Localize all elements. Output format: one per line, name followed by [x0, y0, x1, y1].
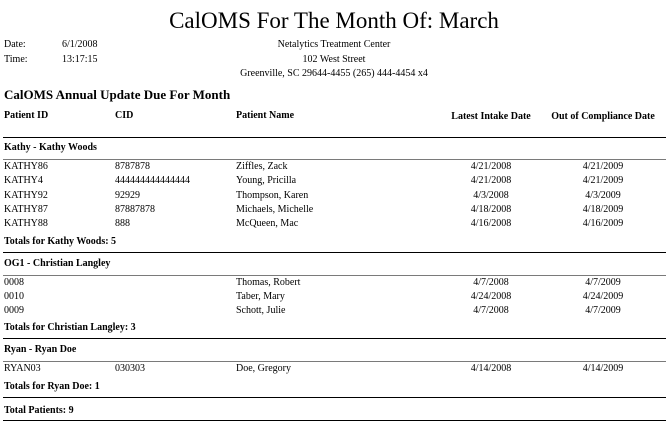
col-cid: CID	[115, 110, 134, 121]
cell-patient-id: KATHY92	[4, 189, 48, 201]
cell-patient-id: KATHY86	[4, 161, 48, 172]
cell-latest-intake-date: 4/21/2008	[470, 161, 512, 172]
group-header: Ryan - Ryan Doe	[4, 344, 77, 356]
cell-patient-id: KATHY88	[4, 218, 48, 230]
cell-patient-id: 0010	[4, 290, 24, 302]
cell-out-of-compliance-date: 4/18/2009	[582, 203, 624, 215]
cell-patient-name: Taber, Mary	[236, 290, 285, 302]
group-header: OG1 - Christian Langley	[4, 257, 111, 269]
group-rule	[3, 275, 666, 276]
cell-patient-name: Young, Pricilla	[236, 175, 297, 187]
group-header: Kathy - Kathy Woods	[4, 142, 97, 153]
cell-latest-intake-date: 4/7/2008	[473, 276, 509, 288]
cell-latest-intake-date: 4/18/2008	[470, 203, 512, 215]
cell-out-of-compliance-date: 4/21/2009	[582, 175, 624, 187]
org-street: 102 West Street	[302, 54, 366, 65]
cell-out-of-compliance-date: 4/24/2009	[582, 290, 624, 302]
group-total-rule	[3, 338, 666, 339]
group-total-rule	[3, 397, 666, 398]
cell-out-of-compliance-date: 4/16/2009	[582, 218, 624, 230]
cell-cid: 87887878	[115, 203, 155, 215]
group-rule	[3, 361, 666, 362]
time-value: 13:17:15	[62, 54, 98, 65]
cell-patient-name: Thomas, Robert	[236, 276, 301, 288]
org-name: Netalytics Treatment Center	[277, 39, 391, 50]
col-patient-id: Patient ID	[4, 110, 49, 121]
cell-patient-name: Schott, Julie	[236, 305, 286, 317]
section-title: CalOMS Annual Update Due For Month	[4, 87, 231, 102]
cell-latest-intake-date: 4/16/2008	[470, 218, 512, 230]
cell-patient-id: 0008	[4, 276, 24, 288]
cell-cid: 92929	[115, 189, 140, 201]
cell-out-of-compliance-date: 4/14/2009	[582, 363, 624, 375]
group-total-rule	[3, 252, 666, 253]
date-label: Date:	[4, 39, 26, 50]
cell-patient-name: Ziffles, Zack	[236, 161, 288, 172]
grand-total-rule	[3, 420, 666, 421]
cell-out-of-compliance-date: 4/3/2009	[585, 189, 621, 201]
org-city-phone: Greenville, SC 29644-4455 (265) 444-4454 x4	[240, 68, 428, 79]
cell-latest-intake-date: 4/14/2008	[470, 363, 512, 375]
cell-latest-intake-date: 4/3/2008	[473, 189, 509, 201]
cell-patient-name: Thompson, Karen	[236, 189, 309, 201]
cell-out-of-compliance-date: 4/21/2009	[582, 161, 624, 172]
group-rule	[3, 159, 666, 160]
time-label: Time:	[4, 54, 28, 65]
cell-patient-id: 0009	[4, 305, 24, 317]
cell-patient-name: Doe, Gregory	[236, 363, 291, 375]
cell-patient-id: KATHY87	[4, 203, 48, 215]
cell-latest-intake-date: 4/24/2008	[470, 290, 512, 302]
cell-cid: 030303	[115, 363, 145, 375]
col-latest-intake-date: Latest Intake Date	[451, 111, 531, 122]
cell-cid: 444444444444444	[115, 175, 190, 187]
cell-patient-name: Michaels, Michelle	[236, 203, 314, 215]
grand-total: Total Patients: 9	[4, 404, 74, 416]
cell-patient-id: KATHY4	[4, 175, 43, 187]
date-value: 6/1/2008	[62, 39, 98, 50]
group-total: Totals for Ryan Doe: 1	[4, 380, 100, 392]
group-total: Totals for Kathy Woods: 5	[4, 235, 117, 247]
cell-out-of-compliance-date: 4/7/2009	[585, 276, 621, 288]
report-title: CalOMS For The Month Of: March	[169, 8, 499, 33]
cell-latest-intake-date: 4/7/2008	[473, 305, 509, 317]
cell-cid: 888	[115, 218, 130, 230]
cell-cid: 8787878	[115, 161, 150, 172]
cell-out-of-compliance-date: 4/7/2009	[585, 305, 621, 317]
col-out-of-compliance-date: Out of Compliance Date	[551, 111, 655, 122]
col-patient-name: Patient Name	[236, 110, 295, 121]
group-total: Totals for Christian Langley: 3	[4, 322, 136, 334]
cell-patient-name: McQueen, Mac	[236, 218, 299, 230]
header-rule	[3, 137, 666, 138]
cell-patient-id: RYAN03	[4, 363, 41, 375]
cell-latest-intake-date: 4/21/2008	[470, 175, 512, 187]
